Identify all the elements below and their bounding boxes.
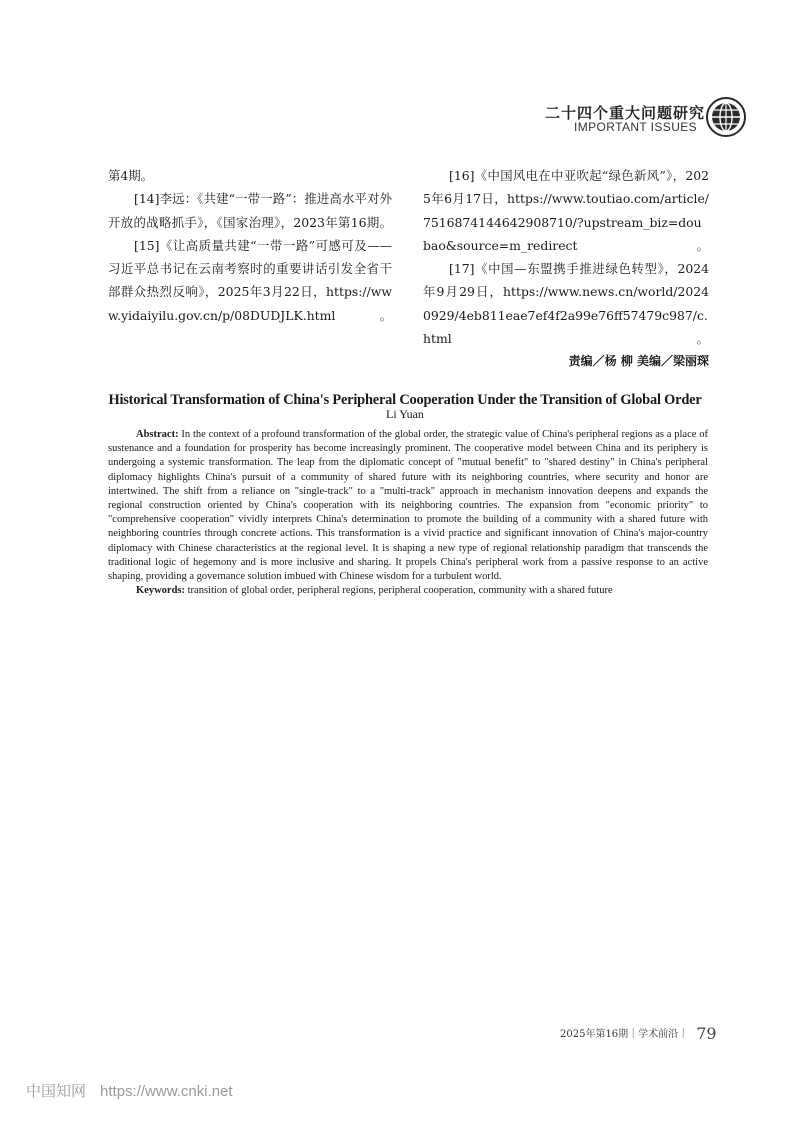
- english-title: Historical Transformation of China's Peripheral Cooperation Under the Transition of Global Order: [108, 392, 702, 408]
- references-right-column: [423, 164, 709, 374]
- reference-entry: [15]《让高质量共建“一带一路”可感可及——习近平总书记在云南考察时的重要讲话引发全省干部群众热烈反响》，2025年3月22日，https://www.yidaiyilu.gov.cn/p/08DUDJLK.html。: [108, 237, 392, 323]
- abstract-label: Abstract:: [136, 429, 179, 440]
- reference-entry: [14]李远：《共建“一带一路”：推进高水平对外开放的战略抓手》，《国家治理》，2023年第16期。: [108, 191, 392, 230]
- page-number: 79: [696, 1024, 717, 1043]
- cnki-watermark: [26, 1080, 233, 1101]
- english-author: Li Yuan: [386, 407, 424, 421]
- abstract-text: In the context of a profound transformation of the global order, the strategic value of China's peripheral regions as a place of sustenance and a foundation for prosperity has become increasingly prominent. The cooperative model between China and its periphery is undergoing a systemic transformation. The leap from the diplomatic concept of "mutual benefit" to "shared destiny" in China's peripheral diplomacy highlights China's pursuit of a community of shared future with its neighboring countries, where security and honor are intertwined. The shift from a reliance on "single-track" to a "multi-track" approach in mechanism innovation deepens and expands the regional construction oriented by China's cooperation with its neighboring countries. The expansion from "economic priority" to "comprehensive cooperation" vividly interprets China's determination to promote the building of a community with a shared future with neighboring countries through concrete actions. This transformation is a vivid practice and significant innovation of China's major-country diplomacy with Chinese characteristics at the regional level. It is shaping a new type of regional relationship paradigm that transcends the traditional logic of hegemony and is more inclusive and sharing. It propels China's peripheral work from a passive response to an active shaping, providing a governance solution imbued with Chinese wisdom for a turbulent world.: [108, 429, 708, 583]
- column-title-cn: 二十四个重大问题研究: [545, 104, 706, 122]
- english-abstract: [108, 428, 708, 598]
- issue-info: 2025年第16期｜学术前沿｜: [560, 1029, 689, 1040]
- abstract-paragraph: [108, 428, 708, 584]
- page-footer: [560, 1024, 740, 1043]
- reference-entry: [17]《中国—东盟携手推进绿色转型》，2024年9月29日，https://www.news.cn/world/20240929/4eb811eae7ef4f2a99e76ff57479c987/c.html。: [423, 261, 709, 347]
- reference-entry: 第4期。: [108, 168, 154, 183]
- keywords-paragraph: [108, 584, 708, 598]
- keywords-label: Keywords:: [136, 585, 185, 597]
- column-title-en: IMPORTANT ISSUES: [574, 120, 698, 134]
- watermark-site-name: 中国知网: [26, 1083, 87, 1100]
- references-left-column: [108, 164, 392, 327]
- editor-credit: 责编／杨 柳 美编／梁丽琛: [568, 354, 709, 369]
- watermark-url: https://www.cnki.net: [100, 1083, 233, 1100]
- globe-logo-icon: [706, 97, 746, 137]
- keywords-text: transition of global order, peripheral regions, peripheral cooperation, community with a shared future: [187, 585, 613, 597]
- reference-entry: [16]《中国风电在中亚吹起“绿色新风”》，2025年6月17日，https://www.toutiao.com/article/7516874144642908710/?upstream_biz=doubao&source=m_redirect。: [423, 168, 709, 253]
